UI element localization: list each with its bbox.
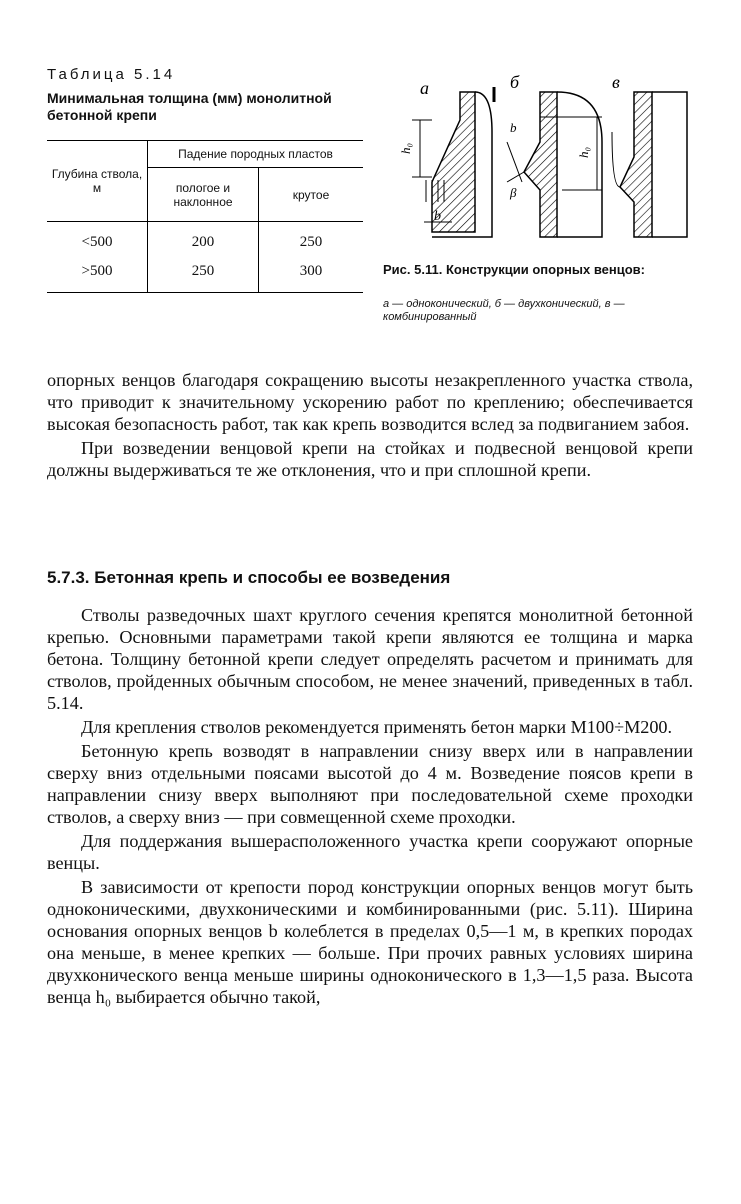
figure-caption: [383, 262, 713, 278]
table-cell: 250: [148, 256, 259, 293]
combined-ring: [612, 92, 687, 237]
figure-title: Конструкции опорных венцов:: [445, 262, 645, 277]
label-h0-a: h₀: [398, 142, 413, 154]
label-a: а: [420, 78, 429, 98]
paragraph: Для поддержания вышерасположенного участка крепи сооружают опорные венцы.: [47, 831, 693, 873]
table-cell: 200: [148, 222, 259, 257]
table-cell: 250: [299, 233, 323, 250]
label-beta: β: [510, 185, 517, 200]
label-c: в: [612, 72, 620, 92]
paragraph: В зависимости от крепости пород конструкции опорных венцов могут быть одноконическими, двухконическими и комбинированными (рис. 5.11). Ширина основания опорных венцов b колеблется в пределах 0,5—1 м, в крепких породах она меньше, в менее крепких — больше. При прочих равных условиях ширина двухконического венца меньше ширины одноконического в 1,3—1,5 раза. Высота венца h₀ выбирается обычно такой,: [47, 877, 693, 1007]
header-group: Падение породных пластов: [148, 141, 364, 168]
single-cone-ring: [398, 87, 494, 237]
figure-legend: а — одноконический, б — двухконический, в — комбинированный: [383, 298, 625, 323]
paragraph: При возведении венцовой крепи на стойках и подвесной венцовой крепи должны выдерживаться те же отклонения, что и при сплошной крепи.: [47, 438, 693, 480]
table-cell: <500: [47, 222, 148, 257]
header-gentle: пологое и наклонное: [148, 168, 259, 222]
label-b: б: [510, 72, 520, 92]
table-cell: 300: [259, 256, 364, 293]
label-h0-b: h₀: [576, 146, 591, 158]
paragraph: Стволы разведочных шахт круглого сечения крепятся монолитной бетонной крепью. Основными параметрами такой крепи являются ее толщина и марка бетона. Толщину бетонной крепи следует определять расчетом и принимать для стволов, пройденных обычным способом, не менее значений, приведенных в табл. 5.14.: [47, 605, 693, 713]
section-heading: 5.7.3. Бетонная крепь и способы ее возведения: [47, 568, 451, 587]
figure-number: Рис. 5.11.: [383, 262, 443, 277]
label-b-a: b: [434, 209, 441, 224]
header-depth: Глубина ствола, м: [47, 141, 148, 222]
table-caption: Таблица 5.14: [47, 66, 176, 83]
paragraph-continuation: [47, 369, 693, 481]
section-body: [47, 604, 693, 1008]
paragraph: опорных венцов благодаря сокращению высоты незакрепленного участка ствола, что приводит к значительному ускорению работ по креплению; обеспечивается высокая безопасность работ, так как крепь возводится вслед за подвиганием забоя.: [47, 370, 693, 434]
paragraph: Бетонную крепь возводят в направлении снизу вверх или в направлении сверху вниз отдельными поясами высотой до 4 м. Возведение поясов крепи в направлении снизу вверх выполняют при последовательной схеме проходки стволов, а сверху вниз — при совмещенной схеме проходки.: [47, 741, 693, 827]
paragraph: Для крепления стволов рекомендуется применять бетон марки М100÷М200.: [81, 717, 673, 737]
header-steep: крутое: [259, 168, 364, 222]
table-cell: >500: [47, 256, 148, 293]
thickness-table: [47, 140, 363, 293]
label-b-b: b: [510, 120, 517, 135]
table-title: Минимальная толщина (мм) монолитной бетонной крепи: [47, 90, 332, 123]
double-cone-ring: [507, 92, 602, 237]
support-ring-figure: [398, 72, 707, 247]
